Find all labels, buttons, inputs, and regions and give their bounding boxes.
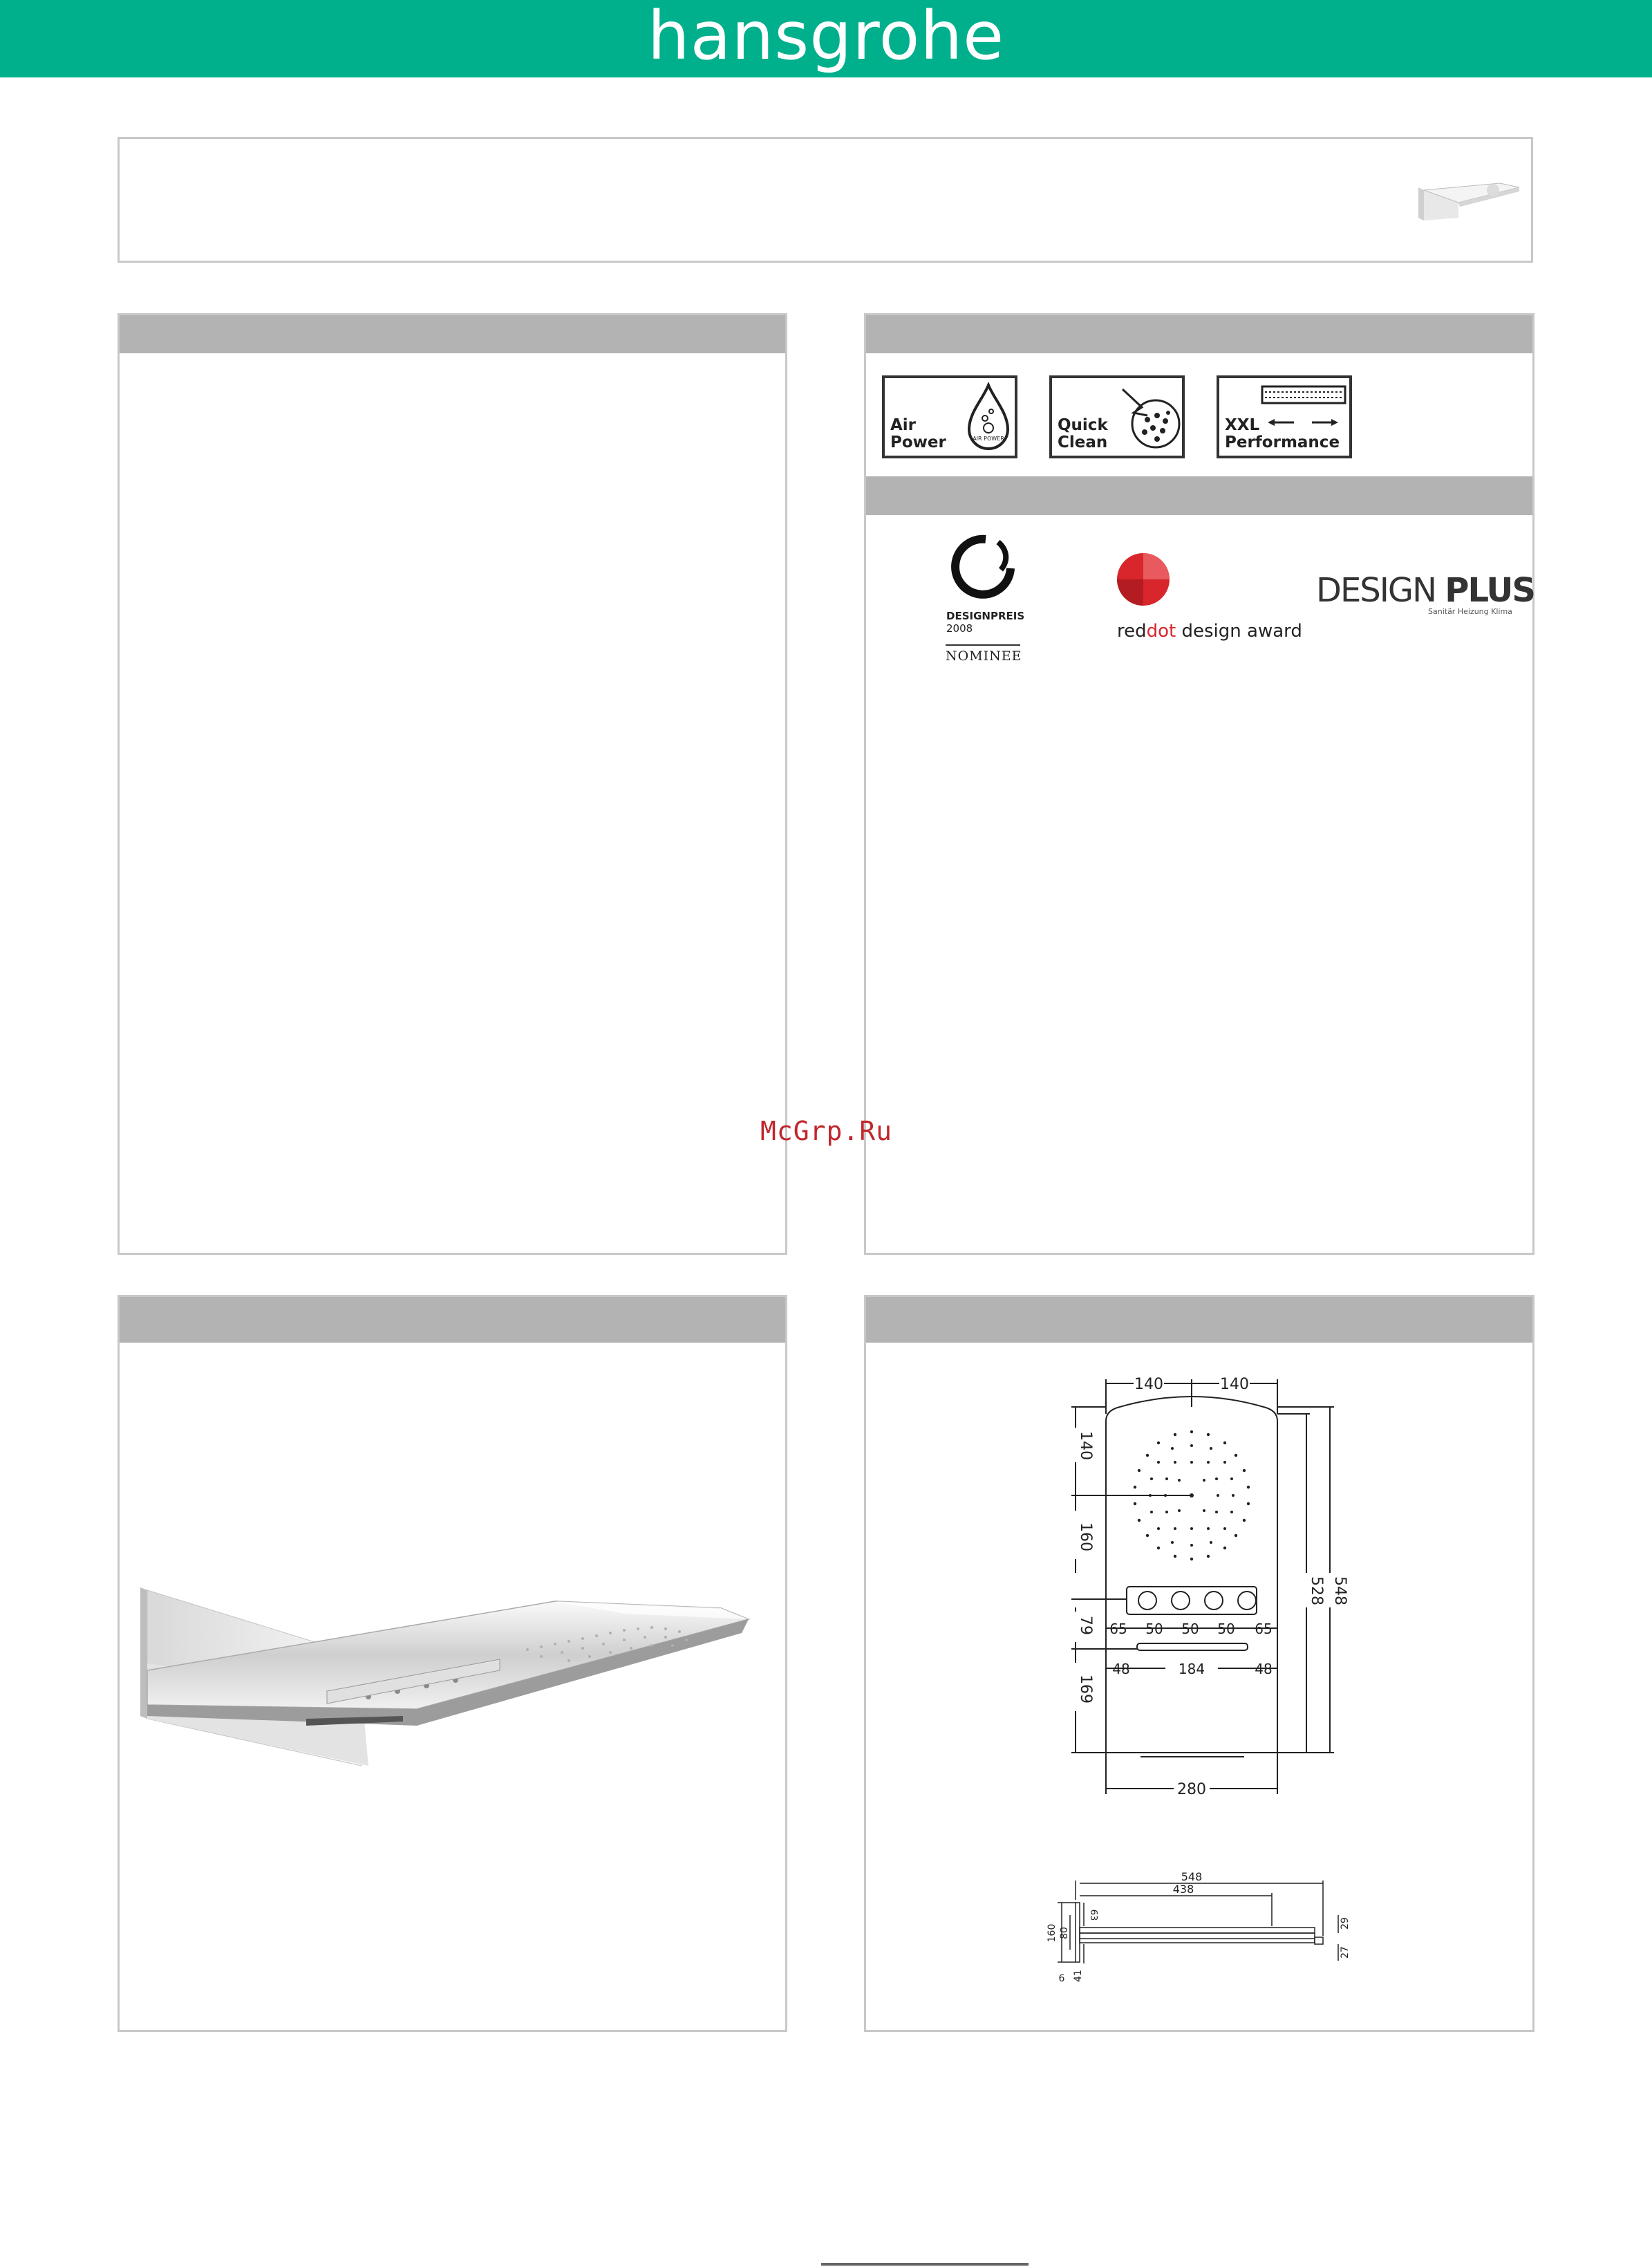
designplus-tagline: Sanitär Heizung Klima	[1428, 607, 1512, 616]
features-panel-header	[866, 315, 1532, 353]
feature-xxl-performance-label: XXL Performance	[1225, 416, 1340, 451]
designpreis-title: DESIGNPREIS	[946, 610, 1025, 622]
description-panel-header	[120, 315, 785, 353]
brand-header-bar	[0, 0, 1652, 77]
dim-65-right: 65	[1255, 1621, 1273, 1637]
description-panel	[118, 313, 787, 1255]
dim-48-right: 48	[1255, 1661, 1273, 1677]
technical-drawing-panel-header	[866, 1297, 1532, 1343]
designpreis-divider	[946, 644, 1020, 646]
designpreis-logo-icon	[944, 532, 1020, 608]
dim-184: 184	[1178, 1661, 1205, 1677]
designpreis-year: 2008	[946, 622, 973, 635]
dim-48-left: 48	[1112, 1661, 1130, 1677]
product-photo	[140, 1580, 776, 1788]
side-dim-160: 160	[1046, 1923, 1058, 1943]
dim-50-c: 50	[1217, 1621, 1235, 1637]
side-dim-80: 80	[1059, 1927, 1070, 1939]
dim-140-right: 140	[1220, 1376, 1249, 1393]
feature-xxl-performance	[1217, 375, 1352, 458]
feature-air-power	[882, 375, 1017, 458]
dim-50-b: 50	[1181, 1621, 1199, 1637]
dim-169: 169	[1077, 1674, 1094, 1704]
awards-header	[866, 476, 1532, 515]
reddot-logo-icon	[1114, 550, 1172, 608]
dim-160: 160	[1077, 1522, 1094, 1551]
product-image-panel-header	[120, 1297, 785, 1343]
footer-rule	[821, 2263, 1029, 2266]
side-dim-6: 6	[1058, 1973, 1065, 1984]
air-power-icon	[962, 382, 1015, 454]
product-thumbnail	[1417, 182, 1521, 222]
reddot-dot: dot	[1146, 621, 1176, 642]
dim-50-a: 50	[1145, 1621, 1163, 1637]
feature-air-power-label: Air Power	[890, 416, 946, 451]
side-dim-438: 438	[1172, 1883, 1194, 1896]
quick-clean-icon	[1117, 382, 1183, 454]
spray-nozzles	[1134, 1430, 1250, 1560]
designpreis-nominee: NOMINEE	[946, 649, 1022, 664]
feature-quick-clean	[1049, 375, 1185, 458]
xxl-performance-icon	[1258, 384, 1348, 433]
brand-logo: hansgrohe	[647, 0, 1005, 75]
designplus-design: DESIGN	[1316, 571, 1445, 610]
dim-79: 79	[1077, 1616, 1094, 1635]
dim-280: 280	[1177, 1781, 1206, 1798]
dim-548: 548	[1331, 1576, 1349, 1605]
reddot-post: design award	[1176, 621, 1302, 642]
reddot-red: red	[1117, 621, 1147, 642]
side-dim-41: 41	[1073, 1970, 1084, 1982]
side-dim-29: 29	[1340, 1917, 1351, 1930]
dim-65-left: 65	[1109, 1621, 1127, 1637]
dim-140-left: 140	[1134, 1376, 1163, 1393]
feature-quick-clean-label: Quick Clean	[1058, 416, 1108, 451]
side-dim-63: 63	[1088, 1909, 1098, 1921]
front-view-drawing	[1037, 1365, 1362, 1808]
side-dim-27: 27	[1340, 1946, 1351, 1959]
dim-140-spray: 140	[1077, 1431, 1094, 1460]
side-dim-548: 548	[1181, 1870, 1203, 1883]
dim-528: 528	[1308, 1576, 1325, 1605]
air-power-icon-text: AIR POWER	[973, 436, 1004, 442]
product-title-box	[118, 137, 1533, 263]
side-view-drawing	[1037, 1867, 1376, 1991]
product-image-panel	[118, 1295, 787, 2032]
watermark: McGrp.Ru	[760, 1116, 893, 1146]
designplus-plus: PLUS	[1445, 571, 1534, 610]
designplus-wordmark	[1316, 571, 1534, 610]
reddot-wordmark	[1117, 621, 1302, 642]
